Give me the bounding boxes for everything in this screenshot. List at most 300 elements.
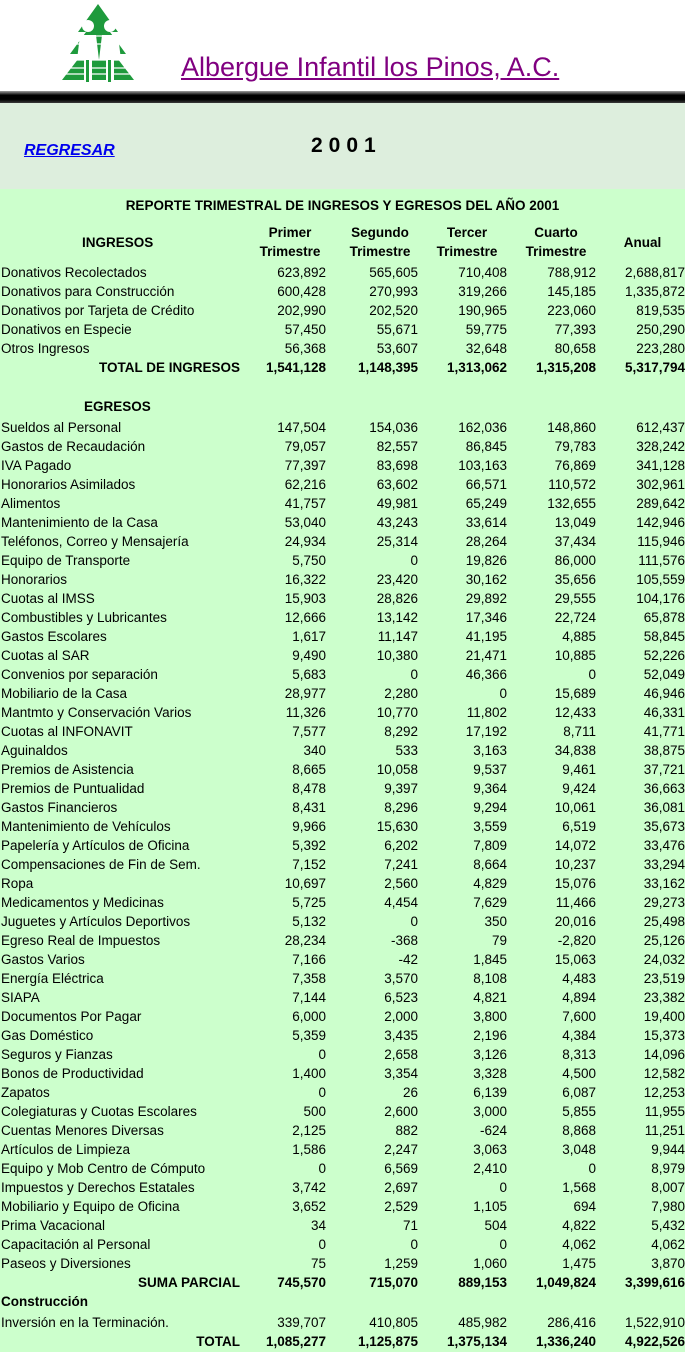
row-value: 6,519 (562, 819, 596, 834)
row-value: 10,058 (376, 762, 418, 777)
row-value: 2,125 (292, 1123, 326, 1138)
row-value: 0 (410, 667, 418, 682)
row-value: 8,292 (384, 724, 418, 739)
row-value: 43,243 (376, 515, 418, 530)
row-label: Egreso Real de Impuestos (1, 933, 161, 948)
row-value: 8,664 (473, 857, 507, 872)
row-label: Equipo y Mob Centro de Cómputo (1, 1161, 206, 1176)
row-label: Capacitación al Personal (1, 1237, 151, 1252)
construccion-heading: Construcción (1, 1294, 89, 1309)
ingresos-row (0, 282, 685, 301)
row-value: 28,234 (284, 933, 326, 948)
egresos-row (0, 855, 685, 874)
row-value: 10,061 (554, 800, 596, 815)
ingresos-heading: INGRESOS (82, 235, 154, 250)
row-value: 16,322 (284, 572, 326, 587)
egresos-row (0, 741, 685, 760)
row-value: 289,642 (636, 496, 685, 511)
egresos-row (0, 1254, 685, 1273)
row-value: 5,317,794 (624, 360, 685, 375)
row-value: 889,153 (458, 1275, 507, 1290)
row-value: 34 (310, 1218, 326, 1233)
row-value: 0 (588, 667, 596, 682)
row-value: 36,081 (643, 800, 685, 815)
ingresos-row (0, 263, 685, 282)
row-value: 7,241 (384, 857, 418, 872)
egresos-row (0, 817, 685, 836)
row-value: 59,775 (465, 322, 507, 337)
egresos-row (0, 1064, 685, 1083)
row-value: 41,195 (465, 629, 507, 644)
row-value: 7,629 (473, 895, 507, 910)
egresos-row (0, 1121, 685, 1140)
row-value: 145,185 (547, 284, 596, 299)
row-value: 6,000 (292, 1009, 326, 1024)
report-area (0, 189, 685, 1352)
row-value: 33,476 (643, 838, 685, 853)
row-value: 3,870 (651, 1256, 685, 1271)
egresos-row (0, 703, 685, 722)
row-value: 22,724 (554, 610, 596, 625)
row-value: 63,602 (376, 477, 418, 492)
row-value: 37,721 (643, 762, 685, 777)
egresos-row (0, 608, 685, 627)
row-value: 5,432 (651, 1218, 685, 1233)
row-label: Juguetes y Artículos Deportivos (1, 914, 191, 929)
row-value: 13,049 (554, 515, 596, 530)
row-value: 339,707 (277, 1315, 326, 1330)
row-value: 6,139 (473, 1085, 507, 1100)
egresos-row (0, 1216, 685, 1235)
row-label: Donativos en Especie (1, 322, 132, 337)
row-label: Medicamentos y Medicinas (1, 895, 164, 910)
egresos-row (0, 1083, 685, 1102)
row-value: 3,126 (473, 1047, 507, 1062)
row-value: 533 (395, 743, 418, 758)
row-value: 10,237 (554, 857, 596, 872)
egresos-row (0, 931, 685, 950)
row-value: 1,335,872 (624, 284, 685, 299)
row-label: Colegiaturas y Cuotas Escolares (1, 1104, 197, 1119)
row-value: 190,965 (458, 303, 507, 318)
row-label: Impuestos y Derechos Estatales (1, 1180, 195, 1195)
row-value: 71 (402, 1218, 418, 1233)
row-value: -42 (398, 952, 418, 967)
egresos-row (0, 494, 685, 513)
row-label: Honorarios Asimilados (1, 477, 136, 492)
row-value: 5,725 (292, 895, 326, 910)
row-value: 10,380 (376, 648, 418, 663)
column-header: Primer Trimestre (259, 225, 321, 259)
row-value: 104,176 (636, 591, 685, 606)
row-value: 7,600 (562, 1009, 596, 1024)
row-label: Alimentos (1, 496, 61, 511)
grand-total-row (0, 1332, 685, 1351)
row-value: 8,296 (384, 800, 418, 815)
header-divider-bar (0, 91, 685, 103)
row-label: Ropa (1, 876, 34, 891)
row-value: 3,063 (473, 1142, 507, 1157)
row-value: 9,294 (473, 800, 507, 815)
row-value: 115,946 (637, 534, 685, 549)
row-label: Compensaciones de Fin de Sem. (1, 857, 201, 872)
row-value: 6,087 (562, 1085, 596, 1100)
row-label: Premios de Puntualidad (1, 781, 145, 796)
row-value: 11,251 (644, 1123, 685, 1138)
row-value: 24,032 (643, 952, 685, 967)
row-label: Gastos Varios (1, 952, 85, 967)
row-value: 10,770 (376, 705, 418, 720)
row-value: 17,192 (465, 724, 507, 739)
row-value: 250,290 (636, 322, 685, 337)
row-value: 2,688,817 (624, 265, 685, 280)
row-value: 8,979 (651, 1161, 685, 1176)
row-value: 3,800 (473, 1009, 507, 1024)
row-value: 600,428 (277, 284, 326, 299)
row-value: 694 (573, 1199, 596, 1214)
egresos-row (0, 513, 685, 532)
row-label: Inversión en la Terminación. (1, 1315, 169, 1330)
row-value: 7,166 (292, 952, 326, 967)
row-value: 3,742 (292, 1180, 326, 1195)
row-value: 0 (318, 1085, 326, 1100)
row-value: 56,368 (284, 341, 326, 356)
row-value: 4,483 (562, 971, 596, 986)
row-value: -2,820 (557, 933, 596, 948)
row-value: 9,966 (292, 819, 326, 834)
row-value: 1,375,134 (446, 1334, 507, 1349)
row-value: 8,313 (562, 1047, 596, 1062)
row-value: 55,671 (376, 322, 418, 337)
row-value: 30,162 (465, 572, 507, 587)
row-value: 3,048 (562, 1142, 596, 1157)
row-value: 3,559 (473, 819, 507, 834)
row-label: Sueldos al Personal (1, 420, 122, 435)
row-value: 148,860 (547, 420, 596, 435)
row-value: 25,126 (643, 933, 685, 948)
organization-title-link[interactable]: Albergue Infantil los Pinos, A.C. (181, 52, 560, 82)
row-value: 77,393 (554, 322, 596, 337)
row-value: 29,892 (465, 591, 507, 606)
row-value: 6,523 (384, 990, 418, 1005)
row-value: 8,478 (292, 781, 326, 796)
row-value: 7,144 (292, 990, 326, 1005)
row-value: 4,062 (651, 1237, 685, 1252)
row-value: 35,656 (554, 572, 596, 587)
row-value: 58,845 (643, 629, 685, 644)
row-value: 57,450 (284, 322, 326, 337)
row-value: 15,903 (284, 591, 326, 606)
ingresos-total-row (0, 358, 685, 377)
row-value: 0 (318, 1237, 326, 1252)
row-value: 4,454 (384, 895, 418, 910)
ingresos-row (0, 301, 685, 320)
row-label: Gas Doméstico (1, 1028, 94, 1043)
row-value: 5,132 (292, 914, 326, 929)
row-value: 612,437 (636, 420, 685, 435)
row-label: Combustibles y Lubricantes (1, 610, 167, 625)
row-value: 1,259 (384, 1256, 418, 1271)
row-value: 2,658 (384, 1047, 418, 1062)
egresos-row (0, 532, 685, 551)
row-value: 710,408 (458, 265, 507, 280)
row-value: 715,070 (369, 1275, 418, 1290)
row-value: 19,826 (465, 553, 507, 568)
row-value: 3,570 (384, 971, 418, 986)
egresos-heading: EGRESOS (84, 399, 151, 414)
row-value: 52,226 (643, 648, 685, 663)
column-header: Segundo Trimestre (349, 225, 411, 259)
egresos-row (0, 418, 685, 437)
row-value: 0 (318, 1047, 326, 1062)
row-value: 4,384 (562, 1028, 596, 1043)
row-value: 1,845 (473, 952, 507, 967)
row-value: 3,399,616 (624, 1275, 685, 1290)
row-value: 12,582 (643, 1066, 685, 1081)
egresos-row (0, 1007, 685, 1026)
row-value: 5,392 (292, 838, 326, 853)
row-value: 8,007 (651, 1180, 685, 1195)
row-value: 26 (402, 1085, 418, 1100)
row-value: 41,757 (284, 496, 326, 511)
row-value: 4,821 (473, 990, 507, 1005)
row-value: 25,498 (643, 914, 685, 929)
row-label: Gastos Financieros (1, 800, 118, 815)
row-value: 9,490 (292, 648, 326, 663)
row-value: 32,648 (465, 341, 507, 356)
row-value: 882 (395, 1123, 418, 1138)
row-value: 3,328 (473, 1066, 507, 1081)
row-value: 2,196 (473, 1028, 507, 1043)
ingresos-row (0, 320, 685, 339)
row-value: 1,049,824 (535, 1275, 596, 1290)
row-value: 0 (499, 686, 507, 701)
row-value: 4,062 (562, 1237, 596, 1252)
row-value: 0 (588, 1161, 596, 1176)
row-value: 13,142 (376, 610, 418, 625)
row-value: 12,433 (554, 705, 596, 720)
row-value: 76,869 (554, 458, 596, 473)
row-label: Energía Eléctrica (1, 971, 104, 986)
row-label: Premios de Asistencia (1, 762, 134, 777)
row-value: 4,822 (562, 1218, 596, 1233)
row-value: 14,096 (643, 1047, 685, 1062)
row-value: 83,698 (376, 458, 418, 473)
row-value: -624 (479, 1123, 507, 1138)
row-value: 1,586 (292, 1142, 326, 1157)
report-title: REPORTE TRIMESTRAL DE INGRESOS Y EGRESOS DEL AÑO 2001 (125, 198, 560, 213)
row-label: SIAPA (1, 990, 40, 1005)
row-value: 11,326 (285, 705, 326, 720)
row-value: 7,358 (292, 971, 326, 986)
row-value: 1,400 (292, 1066, 326, 1081)
row-value: 82,557 (376, 439, 418, 454)
egresos-row (0, 760, 685, 779)
row-value: 10,697 (284, 876, 326, 891)
row-value: 2,529 (384, 1199, 418, 1214)
row-value: 745,570 (277, 1275, 326, 1290)
egresos-row (0, 1045, 685, 1064)
row-value: 28,264 (465, 534, 507, 549)
egresos-row (0, 1197, 685, 1216)
row-value: 1,475 (562, 1256, 596, 1271)
egresos-row (0, 722, 685, 741)
row-label: Honorarios (1, 572, 68, 587)
egresos-row (0, 551, 685, 570)
row-value: 142,946 (636, 515, 685, 530)
row-value: 2,697 (384, 1180, 418, 1195)
row-value: 86,000 (554, 553, 596, 568)
row-label: Documentos Por Pagar (1, 1009, 142, 1024)
row-value: 9,364 (473, 781, 507, 796)
row-value: 1,148,395 (357, 360, 418, 375)
row-value: 1,105 (473, 1199, 507, 1214)
egresos-row (0, 456, 685, 475)
row-value: 202,990 (277, 303, 326, 318)
row-value: 2,247 (384, 1142, 418, 1157)
row-label: Cuotas al IMSS (1, 591, 95, 606)
egresos-row (0, 912, 685, 931)
row-value: 3,354 (384, 1066, 418, 1081)
row-value: 37,434 (554, 534, 596, 549)
row-value: 1,085,277 (265, 1334, 326, 1349)
row-value: 788,912 (547, 265, 596, 280)
row-value: 79,057 (284, 439, 326, 454)
row-label: Papelería y Artículos de Oficina (1, 838, 190, 853)
row-value: 41,771 (643, 724, 685, 739)
row-value: 9,944 (651, 1142, 685, 1157)
row-label: Mantmto y Conservación Varios (1, 705, 192, 720)
row-label: Cuentas Menores Diversas (1, 1123, 164, 1138)
egresos-row (0, 627, 685, 646)
row-value: 1,617 (292, 629, 326, 644)
row-value: 270,993 (369, 284, 418, 299)
row-value: 9,461 (562, 762, 596, 777)
row-value: 2,410 (473, 1161, 507, 1176)
row-value: 9,424 (562, 781, 596, 796)
row-value: 65,878 (643, 610, 685, 625)
row-value: 5,750 (292, 553, 326, 568)
row-value: 53,607 (376, 341, 418, 356)
row-value: 15,630 (376, 819, 418, 834)
back-link[interactable]: REGRESAR (24, 142, 115, 159)
row-value: 7,152 (292, 857, 326, 872)
pine-trees-children-logo-icon (52, 2, 144, 84)
row-label: Teléfonos, Correo y Mensajería (1, 534, 189, 549)
row-value: 623,892 (277, 265, 326, 280)
row-label: TOTAL (196, 1334, 240, 1349)
row-value: 53,040 (284, 515, 326, 530)
row-value: 12,253 (643, 1085, 685, 1100)
row-label: Mobiliario de la Casa (1, 686, 128, 701)
egresos-row (0, 570, 685, 589)
row-value: 14,072 (554, 838, 596, 853)
row-value: 23,382 (643, 990, 685, 1005)
row-value: 1,568 (562, 1180, 596, 1195)
row-label: Aguinaldos (1, 743, 68, 758)
row-value: 11,147 (377, 629, 418, 644)
row-value: 86,845 (465, 439, 507, 454)
row-value: 25,314 (376, 534, 418, 549)
row-label: Gastos Escolares (1, 629, 107, 644)
row-value: 819,535 (636, 303, 685, 318)
row-value: 410,805 (369, 1315, 418, 1330)
row-value: 7,577 (292, 724, 326, 739)
report-year: 2001 (311, 134, 382, 157)
row-value: 6,569 (384, 1161, 418, 1176)
row-value: 2,560 (384, 876, 418, 891)
row-value: 350 (484, 914, 507, 929)
row-value: 75 (310, 1256, 326, 1271)
row-value: 28,826 (376, 591, 418, 606)
row-value: 77,397 (284, 458, 326, 473)
row-label: Seguros y Fianzas (1, 1047, 113, 1062)
row-label: Bonos de Productividad (1, 1066, 144, 1081)
row-value: 500 (303, 1104, 326, 1119)
row-value: 12,666 (284, 610, 326, 625)
row-value: 28,977 (284, 686, 326, 701)
row-label: Equipo de Transporte (1, 553, 131, 568)
row-value: 79,783 (554, 439, 596, 454)
row-value: 8,431 (292, 800, 326, 815)
row-value: 2,000 (384, 1009, 418, 1024)
column-header: Tercer Trimestre (436, 225, 498, 259)
row-value: 3,435 (384, 1028, 418, 1043)
row-value: 485,982 (458, 1315, 507, 1330)
row-value: 341,128 (636, 458, 685, 473)
row-value: 4,894 (562, 990, 596, 1005)
row-value: 65,249 (465, 496, 507, 511)
row-value: 110,572 (548, 477, 596, 492)
row-value: 79 (491, 933, 507, 948)
row-value: 202,520 (369, 303, 418, 318)
row-value: 147,504 (277, 420, 326, 435)
row-value: 2,280 (384, 686, 418, 701)
row-value: 46,331 (643, 705, 685, 720)
row-label: Mantenimiento de Vehículos (1, 819, 171, 834)
row-value: 3,652 (292, 1199, 326, 1214)
row-value: 2,600 (384, 1104, 418, 1119)
row-value: 33,294 (643, 857, 685, 872)
row-label: SUMA PARCIAL (138, 1275, 240, 1290)
row-value: 103,163 (458, 458, 507, 473)
row-value: 0 (410, 553, 418, 568)
row-value: 319,266 (458, 284, 507, 299)
egresos-row (0, 798, 685, 817)
row-value: 11,466 (555, 895, 596, 910)
row-value: 15,689 (554, 686, 596, 701)
row-value: 46,366 (465, 667, 507, 682)
egresos-row (0, 779, 685, 798)
row-label: Cuotas al INFONAVIT (1, 724, 133, 739)
row-value: 162,036 (458, 420, 507, 435)
row-value: 10,885 (554, 648, 596, 663)
row-value: 1,336,240 (535, 1334, 596, 1349)
row-value: 4,829 (473, 876, 507, 891)
egresos-row (0, 1235, 685, 1254)
row-value: 9,397 (384, 781, 418, 796)
egresos-row (0, 646, 685, 665)
egresos-row (0, 893, 685, 912)
row-value: 0 (410, 1237, 418, 1252)
egresos-row (0, 665, 685, 684)
row-value: 286,416 (547, 1315, 596, 1330)
row-label: TOTAL DE INGRESOS (98, 360, 240, 375)
row-value: 21,471 (465, 648, 507, 663)
egresos-row (0, 836, 685, 855)
row-label: Paseos y Diversiones (1, 1256, 131, 1271)
row-value: 29,273 (643, 895, 685, 910)
